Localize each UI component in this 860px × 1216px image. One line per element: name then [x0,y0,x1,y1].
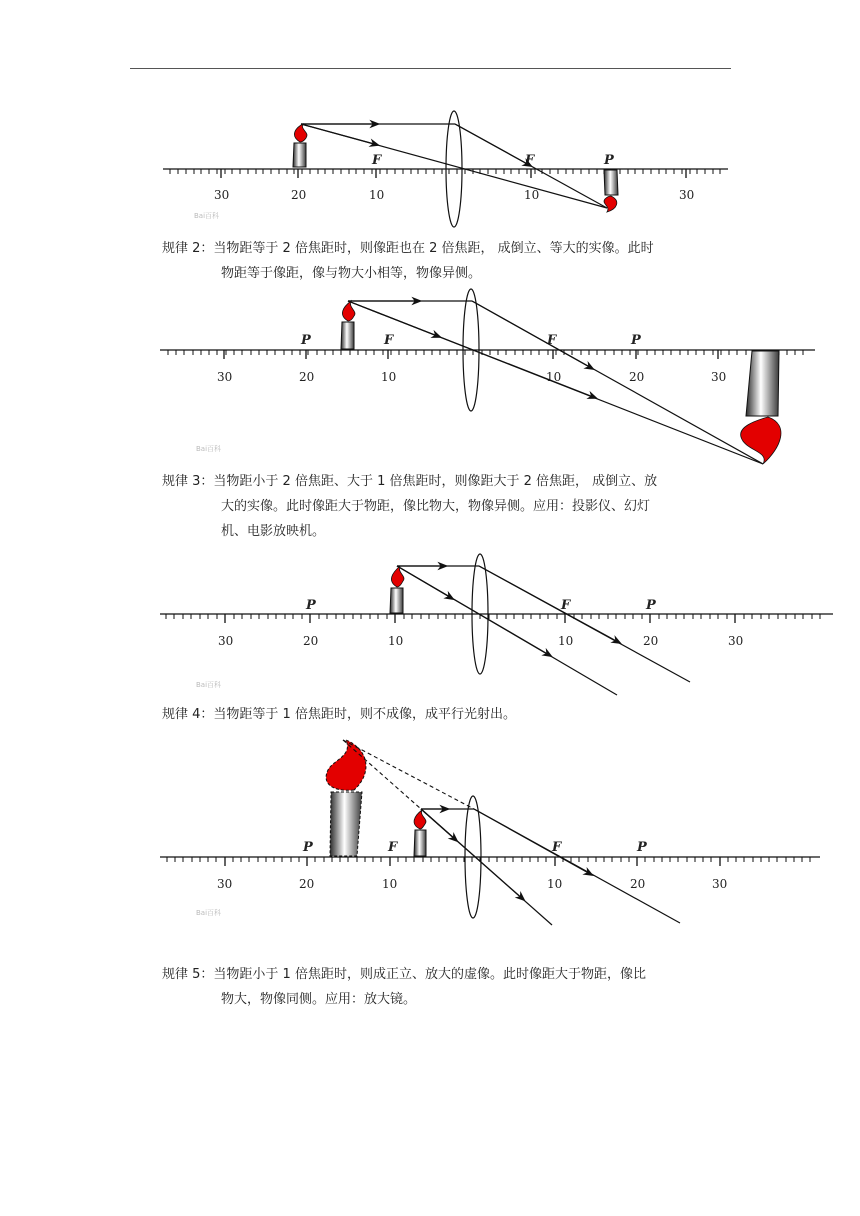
axis-ticks [170,169,720,178]
tick-label: 10 [369,188,385,202]
figure-1-diagram [0,100,860,230]
object-candle [341,301,355,349]
tick-label: 30 [217,370,233,384]
rule-5-line: 规律 5：当物距小于 1 倍焦距时，则成正立、放大的虚像。此时像距大于物距，像比 [162,967,646,982]
tick-label: 30 [679,188,695,202]
tick-label: 10 [381,370,397,384]
rule-2-line: 规律 2：当物距等于 2 倍焦距时，则像距也在 2 倍焦距， 成倒立、等大的实像。此时 [162,241,654,256]
double-focus-label: P [306,598,316,613]
rule-3-text [162,469,737,544]
tick-label: 30 [214,188,230,202]
double-focus-label: P [301,333,311,348]
watermark: Bai百科 [194,212,220,220]
tick-label: 30 [217,877,233,891]
rule-3-line: 规律 3：当物距小于 2 倍焦距、大于 1 倍焦距时，则像距大于 2 倍焦距， 成倒立、放 [162,474,658,489]
tick-label: 20 [303,634,319,648]
watermark: Bai百科 [196,909,222,917]
focus-label: F [552,840,562,855]
tick-label: 10 [382,877,398,891]
double-focus-label: P [631,333,641,348]
image-candle [741,351,781,464]
watermark: Bai百科 [196,445,222,453]
axis [160,857,820,866]
rule-3-continuation: 大的实像。此时像距大于物距，像比物大，物像异侧。应用：投影仪、幻灯 [221,499,651,514]
tick-label: 10 [547,877,563,891]
focus-label: F [388,840,398,855]
rule-2-continuation: 物距等于像距，像与物大小相等，物像异侧。 [221,266,482,281]
focus-label: F [561,598,571,613]
double-focus-label: P [637,840,647,855]
axis-ticks [167,857,810,866]
rule-5-text [162,962,737,1012]
tick-label: 30 [728,634,744,648]
rays [348,301,763,464]
tick-label: 20 [291,188,307,202]
tick-label: 20 [299,877,315,891]
watermark: Bai百科 [196,681,222,689]
rule-5-continuation: 物大，物像同侧。应用：放大镜。 [221,992,417,1007]
axis [160,350,815,359]
rule-4-text [162,702,737,727]
header-rule [130,68,731,69]
tick-label: 10 [558,634,574,648]
figure-3-diagram [0,548,860,698]
figure-2-diagram [0,285,860,475]
focus-label: F [372,153,382,168]
tick-label: 10 [524,188,540,202]
focus-label: F [384,333,394,348]
double-focus-label: P [604,153,614,168]
object-candle [390,566,404,613]
tick-label: 20 [629,370,645,384]
rays [397,566,690,695]
focus-label: F [547,333,557,348]
tick-label: 20 [643,634,659,648]
tick-label: 20 [630,877,646,891]
tick-label: 30 [712,877,728,891]
double-focus-label: P [646,598,656,613]
double-focus-label: P [303,840,313,855]
rays [301,124,607,208]
tick-label: 10 [388,634,404,648]
image-candle [604,170,618,212]
rays [421,809,680,925]
tick-label: 30 [711,370,727,384]
rule-4-line: 规律 4：当物距等于 1 倍焦距时，则不成像，成平行光射出。 [162,707,516,722]
focus-label: F [525,153,535,168]
axis [160,614,833,623]
tick-label: 20 [299,370,315,384]
object-candle [293,124,307,167]
figure-4-diagram [0,734,860,934]
tick-label: 30 [218,634,234,648]
object-candle [414,810,426,856]
virtual-candle [326,740,366,856]
tick-label: 10 [546,370,562,384]
rule-2-text [162,236,737,286]
rule-3-continuation: 机、电影放映机。 [221,524,326,539]
